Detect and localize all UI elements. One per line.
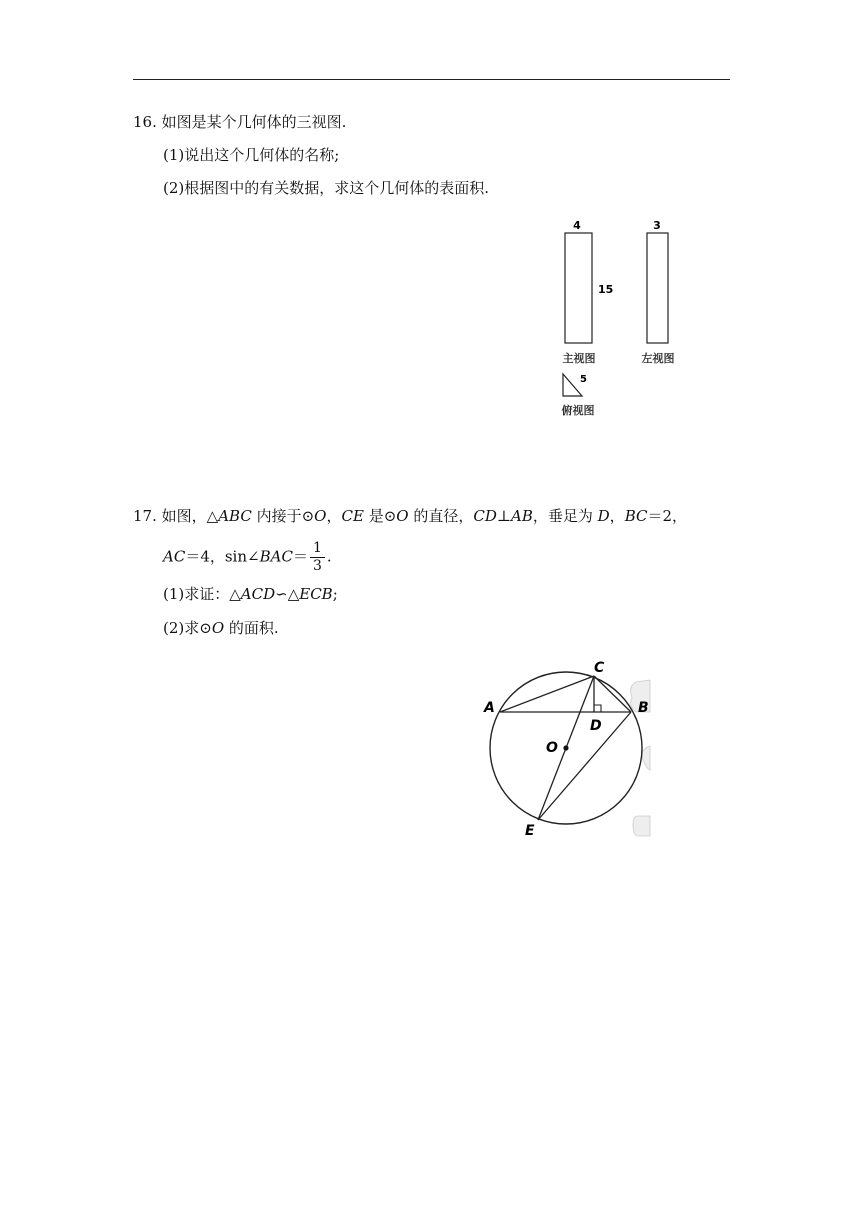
side-width-label: 3 <box>653 219 661 232</box>
label-d: D <box>590 718 602 734</box>
side-view-rect <box>647 233 668 343</box>
q17-text: ， <box>326 507 342 525</box>
q17-text: ∽△ <box>275 585 300 603</box>
q17-text: ＝ <box>292 547 308 566</box>
q17-var: ACD <box>240 585 276 603</box>
q17-circle-figure <box>478 658 658 843</box>
q17-text: 内接于⊙ <box>251 507 315 525</box>
q17-text: . <box>326 547 332 566</box>
front-width-label: 4 <box>573 219 581 232</box>
label-a: A <box>484 700 495 716</box>
label-o: O <box>546 740 558 756</box>
label-e: E <box>525 823 535 839</box>
q16-part1: (1)说出这个几何体的名称; <box>163 146 340 164</box>
fraction <box>310 540 325 575</box>
q17-text: (2)求⊙ <box>163 619 212 637</box>
q17-var: O <box>396 507 409 525</box>
q16-stem-text: 如图是某个几何体的三视图. <box>161 113 347 131</box>
q17-var: BC <box>624 507 648 525</box>
segment-bc <box>594 676 631 712</box>
fraction-numerator: 1 <box>310 540 325 558</box>
front-view-caption: 主视图 <box>562 352 596 365</box>
header-rule <box>133 79 730 80</box>
top-view-caption: 俯视图 <box>561 404 595 417</box>
q17-var: ECB <box>299 585 333 603</box>
q17-text: 是⊙ <box>363 507 397 525</box>
q17-text: ＝2， <box>647 507 688 525</box>
q17-var: BAC <box>259 547 293 566</box>
q17-var: O <box>314 507 327 525</box>
right-angle-mark <box>594 705 601 712</box>
top-hyp-label: 5 <box>580 374 587 385</box>
q17-text: ; <box>332 585 338 603</box>
q17-text: ，垂足为 <box>532 507 598 525</box>
q17-var: ABC <box>218 507 252 525</box>
q17-text: 如图， <box>161 507 207 525</box>
q17-part2 <box>163 618 279 638</box>
q17-stem <box>133 506 687 526</box>
q17-text: ， <box>609 507 625 525</box>
q17-text: △ <box>206 507 219 525</box>
q17-text: 的面积. <box>224 619 279 637</box>
front-height-label: 15 <box>598 283 614 296</box>
q17-var: AC <box>163 547 186 566</box>
q16-number: 16. <box>133 113 157 131</box>
q17-var: CE <box>341 507 364 525</box>
scan-artifact <box>633 816 650 836</box>
q17-var: AB <box>511 507 533 525</box>
q17-var: D <box>597 507 610 525</box>
segment-ac <box>500 676 594 712</box>
q17-text: (1)求证：△ <box>163 585 241 603</box>
center-point <box>563 745 568 750</box>
q16-three-views-figure <box>540 212 690 424</box>
label-c: C <box>594 660 605 676</box>
q17-part1 <box>163 584 338 604</box>
q16-part2: (2)根据图中的有关数据，求这个几何体的表面积. <box>163 179 490 197</box>
q17-text: ＝4，sin∠ <box>185 547 260 566</box>
front-view-rect <box>565 233 592 343</box>
q17-stem-line2 <box>163 540 332 575</box>
fraction-denominator: 3 <box>312 558 322 574</box>
q17-var: O <box>211 619 225 637</box>
q17-text: ⊥ <box>496 507 511 525</box>
q16-stem <box>133 112 346 132</box>
scan-artifact <box>642 746 650 770</box>
q17-text: 的直径， <box>408 507 474 525</box>
q17-number: 17. <box>133 507 157 525</box>
side-view-caption: 左视图 <box>641 352 675 365</box>
q17-var: CD <box>473 507 497 525</box>
label-b: B <box>638 700 649 716</box>
